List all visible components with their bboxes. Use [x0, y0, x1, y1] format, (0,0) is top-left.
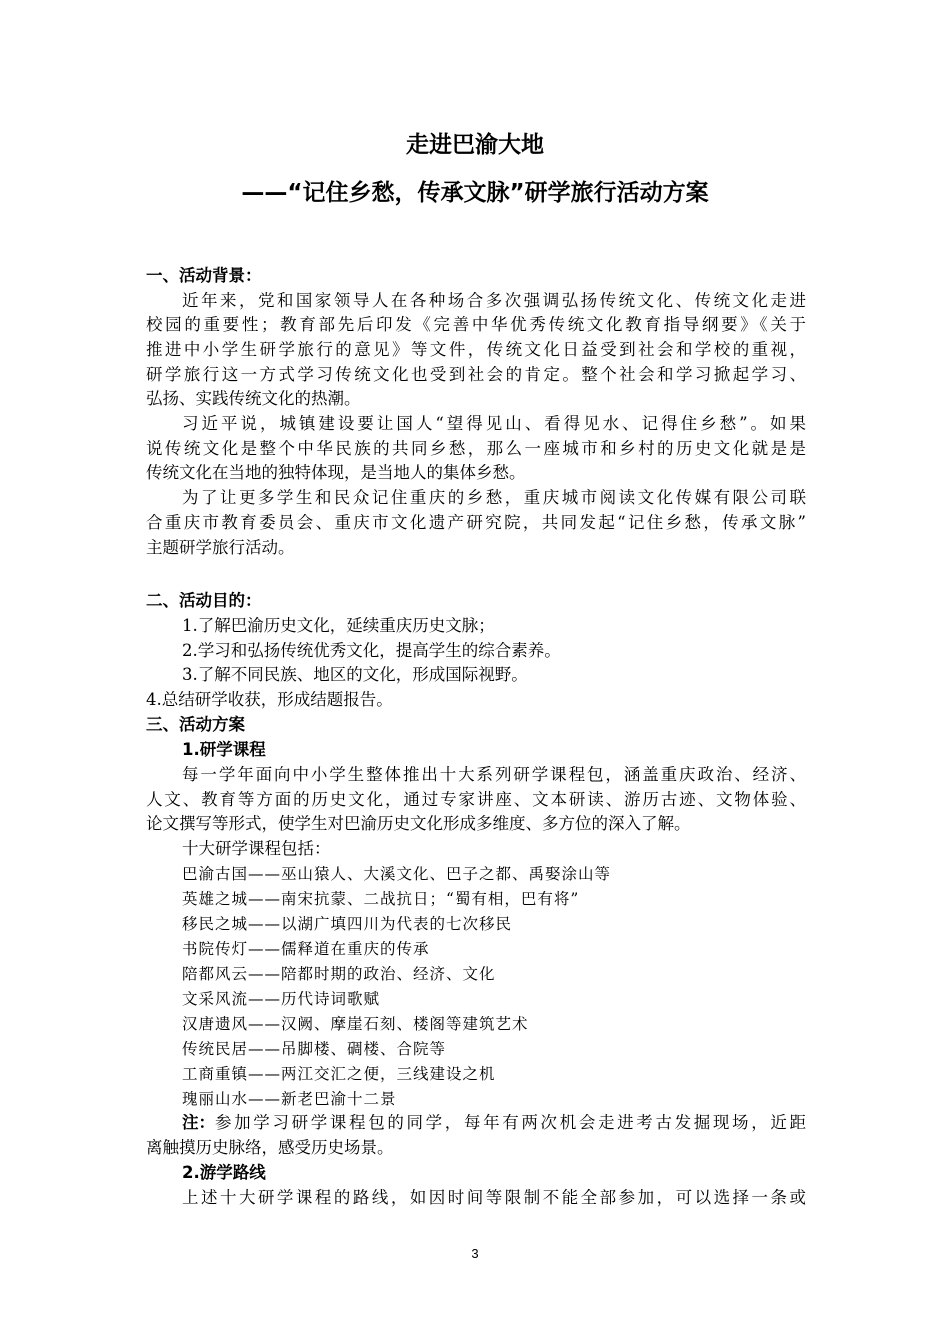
section3-p1-line: 每一学年面向中小学生整体推出十大系列研学课程包，涵盖重庆政治、经济、: [182, 765, 806, 784]
document-subtitle: ——“记住乡愁，传承文脉”研学旅行活动方案: [241, 180, 709, 206]
note-text: 参加学习研学课程包的同学，每年有两次机会走进考古发掘现场，近距: [215, 1113, 806, 1132]
page-number: 3: [471, 1246, 479, 1261]
section3-p1-line: 论文撰写等形式，使学生对巴渝历史文化形成多维度、多方位的深入了解。: [146, 814, 691, 833]
course-item: 传统民居——吊脚楼、碉楼、合院等: [182, 1040, 447, 1058]
goal-item: 1.了解巴渝历史文化，延续重庆历史文脉；: [182, 616, 495, 635]
goal-item: 2.学习和弘扬传统优秀文化，提高学生的综合素养。: [182, 641, 561, 660]
course-item: 英雄之城——南宋抗蒙、二战抗日；“蜀有相，巴有将”: [182, 890, 580, 908]
section1-p1-line: 校园的重要性；教育部先后印发《完善中华优秀传统文化教育指导纲要》《关于: [146, 315, 806, 334]
section1-p1-line: 弘扬、实践传统文化的热潮。: [146, 389, 361, 408]
section3-p1-line: 人文、教育等方面的历史文化，通过专家讲座、文本研读、游历古迹、文物体验、: [146, 790, 806, 809]
section1-p3-line: 主题研学旅行活动。: [146, 538, 295, 557]
goal-item: 4.总结研学收获，形成结题报告。: [146, 690, 393, 709]
note-line: [182, 1112, 806, 1134]
section2-heading: 二、活动目的：: [146, 591, 262, 610]
goal-item: 3.了解不同民族、地区的文化，形成国际视野。: [182, 665, 528, 684]
course-item: 书院传灯——儒释道在重庆的传承: [182, 940, 430, 958]
section1-heading: 一、活动背景：: [146, 266, 262, 285]
section3-heading: 三、活动方案: [146, 715, 245, 734]
document-title: 走进巴渝大地: [406, 132, 544, 158]
section1-p1-line: 研学旅行这一方式学习传统文化也受到社会的肯定。整个社会和学习掀起学习、: [146, 365, 806, 384]
subsection-routes-heading: 2.游学路线: [182, 1163, 266, 1182]
section3-p2-line: 上述十大研学课程的路线，如因时间等限制不能全部参加，可以选择一条或: [182, 1188, 806, 1207]
course-item: 巴渝古国——巫山猿人、大溪文化、巴子之都、禹娶涂山等: [182, 865, 612, 883]
courses-intro: 十大研学课程包括：: [182, 839, 331, 858]
section1-p2-line: 传统文化在当地的独特体现，是当地人的集体乡愁。: [146, 463, 526, 482]
course-item: 工商重镇——两江交汇之便，三线建设之机: [182, 1065, 496, 1083]
subsection-courses-heading: 1.研学课程: [182, 740, 266, 759]
section1-p3-line: 为了让更多学生和民众记住重庆的乡愁，重庆城市阅读文化传媒有限公司联: [182, 488, 806, 507]
course-item: 陪都风云——陪都时期的政治、经济、文化: [182, 965, 496, 983]
section1-p3-line: 合重庆市教育委员会、重庆市文化遗产研究院，共同发起“记住乡愁，传承文脉”: [146, 513, 806, 532]
note-label: 注：: [182, 1113, 215, 1132]
note-text: 离触摸历史脉络，感受历史场景。: [146, 1138, 394, 1157]
course-item: 瑰丽山水——新老巴渝十二景: [182, 1090, 397, 1108]
course-item: 文采风流——历代诗词歌赋: [182, 990, 381, 1008]
course-item: 移民之城——以湖广填四川为代表的七次移民: [182, 915, 513, 933]
course-item: 汉唐遗风——汉阙、摩崖石刻、楼阁等建筑艺术: [182, 1015, 529, 1033]
section1-p1-line: 推进中小学生研学旅行的意见》等文件，传统文化日益受到社会和学校的重视，: [146, 340, 806, 359]
section1-p2-line: 说传统文化是整个中华民族的共同乡愁，那么一座城市和乡村的历史文化就是是: [146, 439, 806, 458]
section1-p2-line: 习近平说，城镇建设要让国人“望得见山、看得见水、记得住乡愁”。如果: [182, 414, 806, 433]
section1-p1-line: 近年来，党和国家领导人在各种场合多次强调弘扬传统文化、传统文化走进: [182, 291, 806, 310]
